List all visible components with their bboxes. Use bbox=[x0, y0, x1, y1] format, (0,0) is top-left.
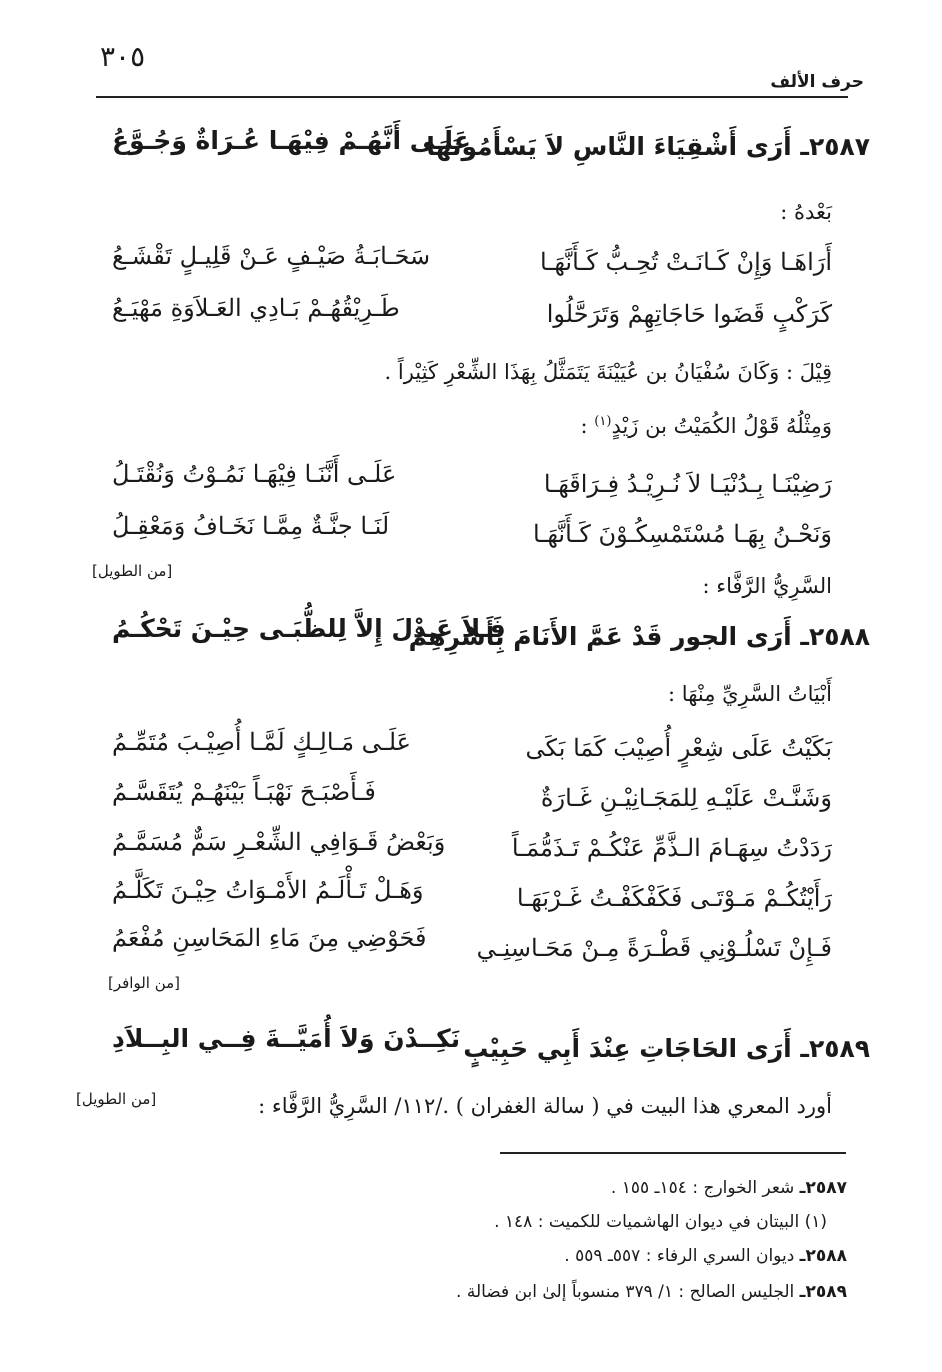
after-label: بَعْدهُ : bbox=[780, 200, 832, 224]
like-line-colon: : bbox=[580, 414, 595, 438]
meter-wafir: [من الوافر] bbox=[108, 974, 181, 992]
meter-tawil-1: [من الطويل] bbox=[92, 562, 173, 580]
entry-2587-second-hemistich: عَلَـى أَنَّهُـمْ فِيْهَـا عُـرَاةٌ وَجُـوَّعُ bbox=[112, 126, 471, 155]
note-line: أورد المعري هذا البيت في ( سالة الغفران ) ./١١٢/ السَّرِيُّ الرَّفَّاء : bbox=[258, 1094, 832, 1118]
footnote-rule bbox=[500, 1152, 846, 1154]
verse-4-first: وَنَحْـنُ بِهَـا مُسْتَمْسِكُـوْنَ كَـأَنَّهَـا bbox=[533, 520, 832, 548]
verse-4-second: لَنَـا جنَّـةٌ مِمَّـا نَخَـافُ وَمَعْقِـلُ bbox=[112, 512, 390, 540]
like-line bbox=[581, 414, 832, 438]
footnote-1-text: شعر الخوارج : ١٥٤ـ ١٥٥ . bbox=[610, 1178, 800, 1198]
page-number: ٣٠٥ bbox=[100, 40, 146, 73]
verse-1-first: أَرَاهَـا وَإِنْ كَـانَـتْ تُحِـبُّ كَـأَنَّهَـا bbox=[540, 248, 832, 276]
from-label: أَبْيَاتُ السَّرِيِّ مِنْهَا : bbox=[668, 682, 832, 706]
verse-9-second: فَحَوْضِي مِنَ مَاءِ المَحَاسِنِ مُفْعَمُ bbox=[112, 924, 427, 952]
verse-7-first: رَدَدْتُ سِهَـامَ الـذَّمِّ عَنْكُـمْ تَـذَمُّمَـاً bbox=[511, 834, 832, 862]
verse-2-first: كَرَكْبٍ قَضَوا حَاجَاتِهِمْ وَتَرَحَّلُوا bbox=[546, 300, 832, 328]
footnote-marker: (١) bbox=[594, 414, 612, 429]
verse-8-second: وَهَـلْ تَـأْلَـمُ الأَمْـوَاتُ حِيْـنَ تَكَلَّـمُ bbox=[112, 876, 424, 904]
verse-3-second: عَلَـى أَنَّنَـا فِيْهَـا نَمُـوْتُ وَنُقْتَـلُ bbox=[112, 460, 397, 488]
entry-2588-first-hemistich: ٢٥٨٨ـ أَرَى الجور قَدْ عَمَّ الأَنَامَ بِأَسْرِهِمْ bbox=[408, 622, 870, 651]
footnote-3-text: ديوان السري الرفاء : ٥٥٧ـ ٥٥٩ . bbox=[564, 1246, 800, 1266]
verse-7-second: وَبَعْضُ قَـوَافِي الشِّعْـرِ سَمٌّ مُسَمَّـمُ bbox=[112, 828, 446, 856]
footnote-4 bbox=[456, 1282, 847, 1302]
entry-2589-first-hemistich: ٢٥٨٩ـ أَرَى الحَاجَاتِ عِنْدَ أَبِي حَبِيْبٍ bbox=[463, 1034, 870, 1063]
footnote-3 bbox=[564, 1246, 847, 1266]
verse-6-first: وَشَنَّـتْ عَلَيْـهِ لِلمَجَـانِيْـنِ غَـارَةٌ bbox=[540, 784, 832, 812]
verse-6-second: فَـأَصْبَـحَ نَهْبَـاً بَيْنَهُـمْ يُتَقَسَّـمُ bbox=[112, 778, 376, 806]
like-line-text: وَمِثْلُهُ قَوْلُ الكُمَيْتُ بن زَيْدٍ bbox=[611, 414, 832, 438]
verse-8-first: رَأَيْتُكُـمْ مَـوْتَـى فَكَفْكَفْـتُ غَـرْبَهَـا bbox=[516, 884, 832, 912]
footnote-4-label: ٢٥٨٩ـ bbox=[799, 1282, 847, 1302]
chapter-title: حرف الألف bbox=[770, 72, 864, 92]
footnote-2-label: (١) bbox=[804, 1212, 827, 1232]
entry-2587-first-hemistich: ٢٥٨٧ـ أَرَى أَشْقِيَاءَ النَّاسِ لاَ يَسْأَمُونَهَا bbox=[426, 132, 870, 161]
footnote-2-text: البيتان في ديوان الهاشميات للكميت : ١٤٨ . bbox=[494, 1212, 805, 1232]
verse-5-first: بَكَيْتُ عَلَى شِعْرٍ أُصِيْبَ كَمَا بَكَى bbox=[525, 734, 832, 762]
verse-3-first: رَضِيْنَـا بِـدُنْيَـا لاَ نُـرِيْـدُ فِـرَاقَهَـا bbox=[543, 470, 832, 498]
meter-tawil-2: [من الطويل] bbox=[76, 1090, 157, 1108]
said-line: قِيْلَ : وَكَانَ سُفْيَانُ بن عُيَيْنَةَ يَتَمَثَّلُ بِهَذَا الشِّعْرِ كَثِيْراً . bbox=[384, 360, 832, 384]
verse-5-second: عَلَـى مَـالِـكٍ لَمَّـا أُصِيْـبَ مُتَمِّـمُ bbox=[112, 728, 411, 756]
verse-2-second: طَـرِيْقُهُـمْ بَـادِي العَـلاَوَةِ مَهْيَـعُ bbox=[112, 294, 400, 322]
footnote-1 bbox=[611, 1178, 847, 1198]
entry-2589-second-hemistich: نَكِــدْنَ وَلاَ أُمَيَّــةَ فِــي البِــلاَدِ bbox=[112, 1024, 461, 1053]
footnote-4-text: الجليس الصالح : ١/ ٣٧٩ منسوباً إلىٰ ابن فضالة . bbox=[456, 1282, 800, 1302]
footnote-1-label: ٢٥٨٧ـ bbox=[799, 1178, 847, 1198]
verse-9-first: فَـإِنْ تَسْلُـوْنِي قَطْـرَةً مِـنْ مَحَـاسِنِـي bbox=[476, 934, 832, 962]
verse-1-second: سَحَـابَـةُ صَيْـفٍ عَـنْ قَلِيـلٍ تَقْشَـعُ bbox=[112, 242, 431, 270]
entry-2588-second-hemistich: فَـلاَ عَـدْلَ إِلاَّ لِلظُّبَـى حِيْـنَ تَحْكُـمُ bbox=[112, 614, 506, 643]
footnote-3-label: ٢٥٨٨ـ bbox=[799, 1246, 847, 1266]
header-rule bbox=[96, 96, 848, 98]
footnote-2 bbox=[494, 1212, 827, 1232]
poet-line: السَّرِيُّ الرَّفَّاء : bbox=[702, 574, 832, 598]
